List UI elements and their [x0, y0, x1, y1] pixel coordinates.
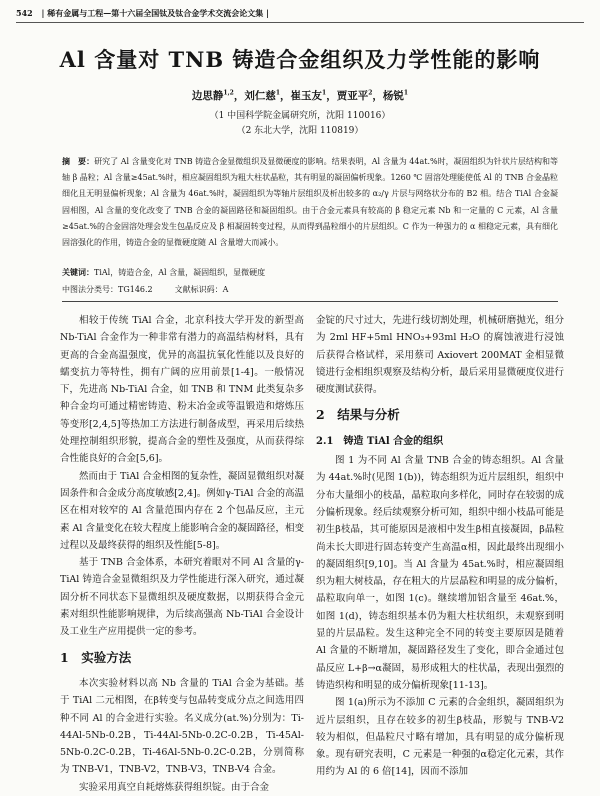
author-affiliation-mark: 1	[275, 89, 281, 97]
author-name: ，杨锐	[372, 90, 404, 102]
body-paragraph: 然而由于 TiAl 合金相图的复杂性，凝固显微组织对凝固条件和合金成分高度敏感[2,4]。例如γ-TiAl 合金的高温区在相对较窄的 Al 含量范围内存在 2 个包晶反应，主元素 Al 含量变化在较大程度上能影响合金的凝固路径，相变过程以及最终获得的组织及性能[5-8]。	[60, 470, 304, 551]
affiliation-2: （2 东北大学，沈阳 110819）	[236, 126, 364, 136]
body-paragraph: 基于 TNB 合金体系，本研究着眼对不同 Al 含量的γ-TiAl 铸造合金显微组织及力学性能进行深入研究，通过凝固分析不同状态下显微组织及硬度数据，以期获得合金元素对组织性能影响规律，为后续高强高 Nb-TiAl 合金设计及工业生产应用提供一定的参考。	[60, 557, 304, 638]
clc-number: 中图法分类号：TG146.2	[62, 285, 153, 294]
abstract-label: 摘 要：	[62, 156, 95, 166]
classification-line	[62, 284, 250, 295]
author-affiliation-mark: 1	[322, 89, 327, 97]
running-header	[16, 8, 269, 19]
right-column	[316, 312, 564, 781]
section-heading-2: 2 结果与分析	[316, 407, 400, 423]
header-rule	[16, 22, 584, 23]
keywords-text: TiAl，铸造合金，Al 含量，凝固组织，显微硬度	[94, 268, 266, 277]
document-code: 文献标识码：A	[174, 285, 229, 294]
author-affiliation-mark: 2	[368, 89, 373, 97]
body-paragraph: 金锭的尺寸过大，先进行线切割处理，机械研磨抛光，组分为 2ml HF+5ml HNO₃+93ml H₂O 的腐蚀液进行浸蚀后获得合格试样，采用蔡司 Axiovert 200MAT 金相显微镜进行金相组织观察及结构分析，最后采用显微硬度仪进行硬度测试获得。	[316, 315, 564, 396]
author-list	[0, 88, 600, 103]
keywords	[62, 267, 265, 278]
section-heading-1: 1 实验方法	[60, 649, 132, 665]
author-affiliation-mark: 1,2	[223, 89, 234, 97]
author-name: ，贾亚平	[326, 90, 369, 102]
body-paragraph: 图 1(a)所示为不添加 C 元素的合金组织，凝固组织为近片层组织，且存在较多的初生β枝晶，形貌与 TNB-V2 较为相似，但晶粒尺寸略有增加，具有明显的成分偏析现象。现有研究表明，C 元素是一种强的α稳定化元素，其作用约为 Al 的 6 倍[14]，因而不添加	[316, 697, 564, 778]
body-paragraph: 本次实验材料以高 Nb 含量的 TiAl 合金为基础。基于 TiAl 二元相图，在β转变与包晶转变成分点之间选用四种不同 Al 的合金进行实验。名义成分(at.%)分别为：Ti-44Al-5Nb-0.2B，Ti-44Al-5Nb-0.2C-0.2B，Ti-45Al-5Nb-0.2C-0.2B，Ti-46Al-5Nb-0.2C-0.2B，分别简称为 TNB-V1，TNB-V2，TNB-V3，TNB-V4 合金。	[60, 677, 304, 776]
author-name: ，刘仁慈	[233, 90, 276, 102]
abstract	[62, 153, 558, 251]
author-name: 边思静	[191, 90, 224, 102]
journal-name: | 稀有金属与工程—第十六届全国钛及钛合金学术交流会论文集 |	[41, 8, 269, 18]
abstract-divider	[62, 301, 558, 302]
author-name: ，崔玉友	[280, 90, 323, 102]
body-paragraph: 相较于传统 TiAl 合金，北京科技大学开发的新型高 Nb-TiAl 合金作为一种非常有潜力的高温结构材料，具有更高的合金高温强度，优异的高温抗氧化性能以及良好的蠕变抗力等特性，拥有广阔的应用前景[1-4]。一般情况下，先进高 Nb-TiAl 合金，如 TNB 和 TNM 此类复杂多种合金均可通过精密铸造、粉末冶金或等温锻造和熔炼压等变形[2,4,5]等热加工方法进行制备成型，再采用后续热处理控制组织形貌，提高合金的塑性及强度，从而获得综合性能良好的合金[5,6]。	[60, 315, 304, 465]
body-paragraph: 图 1 为不同 Al 含量 TNB 合金的铸态组织。Al 含量为 44at.%时(见图 1(b))，铸态组织为近片层组织，组织中分布大量细小的枝晶，晶粒取向多样化，同时存在较弱的成分偏析现象。经后续观察分析可知，组织中细小枝晶可能是初生β枝晶，其可能原因是液相中发生β相直接凝固，β晶粒尚未长大即进行固态转变产生高温α相，因此最终出现细小的凝固组织[9,10]。当 Al 含量为 45at.%时，相应凝固组织为粗大树枝晶，存在粗大的片层晶粒和明显的成分偏析，晶粒取向单一，如图 1(c)。继续增加铝含量至 46at.%，如图 1(d)，铸态组织基本仍为粗大柱状组织，未观察到明显的片层晶粒。发生这种完全不同的转变主要原因是随着 Al 含量的不断增加，凝固路径发生了变化，即合金通过包晶反应 L+β→α凝固，易形成粗大的柱状晶，表现出强烈的铸造织构和明显的成分偏析现象[11-13]。	[316, 455, 564, 691]
page-number: 542	[16, 8, 33, 18]
paper-title: Al 含量对 TNB 铸造合金组织及力学性能的影响	[59, 47, 541, 72]
abstract-text: 研究了 Al 含量变化对 TNB 铸造合金显微组织及显微硬度的影响。结果表明，Al 含量为 44at.%时，凝固组织为针状片层结构和等轴 β 晶粒；Al 含量≥45at.%时，相应凝固组织为粗大柱状晶粒，其有明显的凝固偏析现象。1260 ℃ 固溶处理能使低 Al 的 TNB 合金晶粒细化且无明显偏析现象；Al 含量为 46at.%时，凝固组织为等轴片层组织及析出较多的 α₂/γ 片层与网络状分布的 B2 相。结合 TiAl 合金凝固相图，Al 含量的变化改变了 TNB 合金的凝固路径和凝固组织。由于合金元素具有较高的 β 稳定元素 Nb 和一定量的 C 元素，Al 含量≥45at.%的合金固溶处理会发生包晶反应及 β 相凝固转变过程，从而得到晶粒细小的片层组织。C 作为一种强力的 α 相稳定元素，具有细化固溶强化的作用，铸造合金的显微硬度随 Al 含量增大而减小。	[62, 157, 558, 248]
affiliation-1: （1 中国科学院金属研究所，沈阳 110016）	[209, 111, 391, 121]
keywords-label: 关键词：	[62, 267, 94, 277]
author-affiliation-mark: 1	[403, 89, 409, 97]
body-paragraph: 实验采用真空自耗熔炼获得组织锭。由于合金	[79, 781, 270, 793]
left-column	[60, 312, 304, 796]
subsection-heading-2-1: 2.1 铸造 TiAl 合金的组织	[316, 435, 444, 447]
